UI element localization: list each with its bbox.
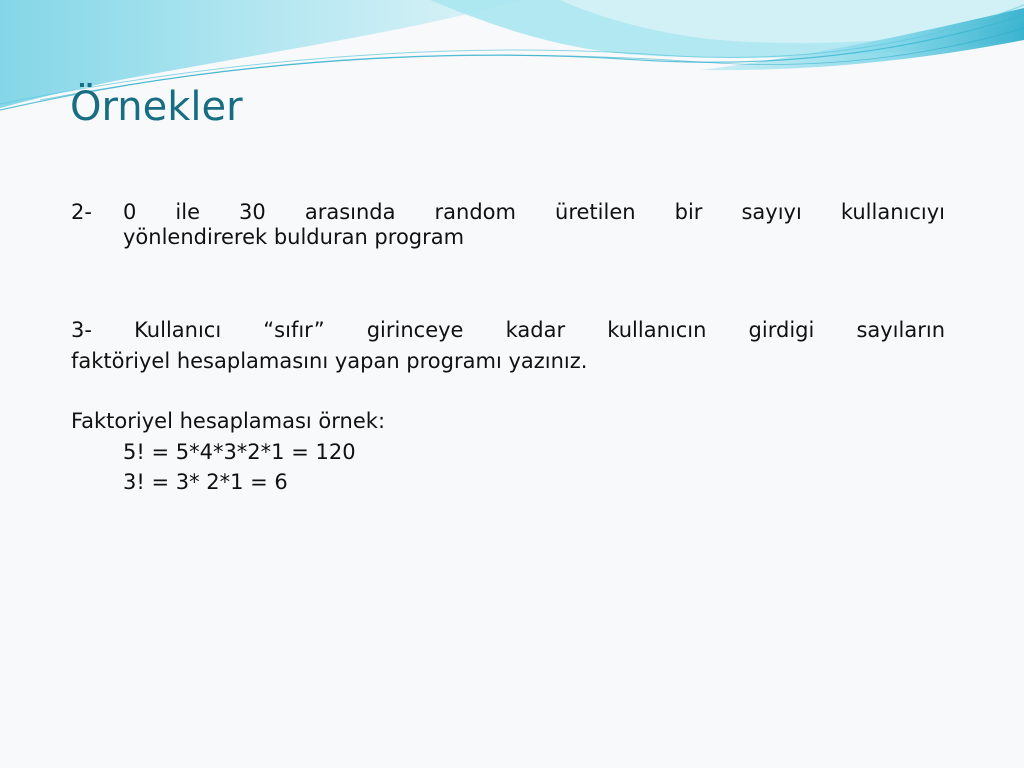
slide-title: Örnekler	[70, 84, 243, 130]
factorial-example: 5! = 5*4*3*2*1 = 120	[123, 440, 356, 464]
factorial-example: 3! = 3* 2*1 = 6	[123, 470, 288, 494]
example-item-3	[71, 315, 945, 377]
item-2-line1: 0 ile 30 arasında random üretilen bir sayıyı kullanıcıyı	[123, 200, 945, 224]
factorial-heading: Faktoriyel hesaplaması örnek:	[71, 409, 386, 433]
item-3-line1: 3- Kullanıcı “sıfır” girinceye kadar kullanıcın girdigi sayıların	[71, 318, 945, 342]
item-2-line2: yönlendirerek bulduran program	[123, 225, 465, 249]
example-item-2	[71, 200, 945, 250]
item-2-number: 2-	[71, 200, 92, 224]
item-3-line2: faktöriyel hesaplamasını yapan programı yazınız.	[71, 349, 588, 373]
item-2-text	[123, 200, 945, 250]
